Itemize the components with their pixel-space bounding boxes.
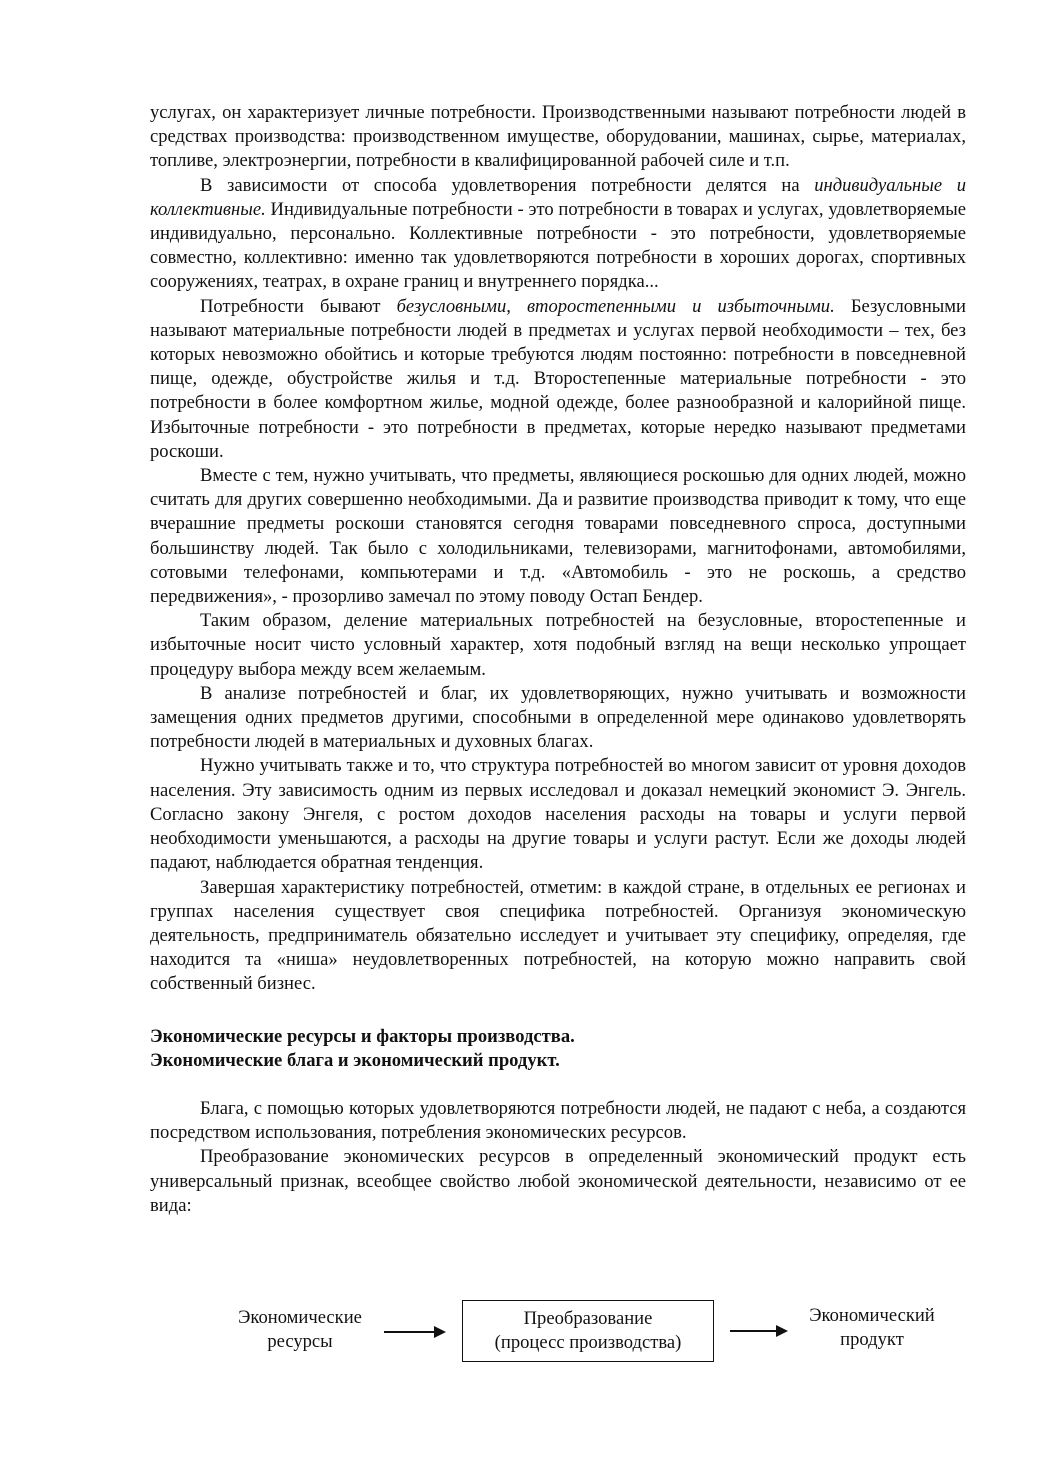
process-diagram: [150, 1296, 966, 1376]
paragraph: Вместе с тем, нужно учитывать, что предметы, являющиеся роскошью для одних людей, можно считать для других совершенно необходимыми. Да и развитие производства приводит к тому, что еще вчерашние предметы роскоши становятся сегодня товарами повседневного спроса, доступными большинству людей. Так было с холодильниками, телевизорами, магнитофонами, автомобилями, сотовыми телефонами, компьютерами и т.д. «Автомобиль - это не роскошь, а средство передвижения», - прозорливо замечал по этому поводу Остап Бендер.: [150, 465, 966, 608]
diagram-input-line-2: ресурсы: [267, 1331, 333, 1353]
text-run: Индивидуальные потребности - это потребности в товарах и услугах, удовлетворяемые индивидуально, персонально. Коллективные потребности - это потребности, удовлетворяемые совместно, коллективно: именно так удовлетворяются потребности в хороших дорогах, спортивных сооружениях, театрах, в охране границ и внутреннего порядка...: [150, 198, 966, 293]
diagram-output-label: [788, 1304, 956, 1352]
diagram-process-box: [462, 1300, 714, 1362]
diagram-output-line-2: продукт: [840, 1329, 904, 1351]
paragraph: услугах, он характеризует личные потребности. Производственными называют потребности людей в средствах производства: производственном имуществе, оборудовании, машинах, сырье, материалах, топливе, электроэнергии, потребности в квалифицированной рабочей силе и т.п.: [150, 102, 966, 172]
paragraph: Блага, с помощью которых удовлетворяются потребности людей, не падают с неба, а создаются посредством использования, потребления экономических ресурсов.: [150, 1097, 966, 1144]
paragraph: [150, 174, 966, 295]
italic-term: безусловными, второстепенными и избыточными.: [396, 295, 835, 317]
right-arrow-icon: [384, 1331, 444, 1333]
diagram-input-line-1: Экономические: [238, 1307, 362, 1328]
text-run: Потребности бывают: [200, 295, 397, 317]
section-heading: [150, 1025, 966, 1073]
paragraph: Преобразование экономических ресурсов в определенный экономический продукт есть универсальный признак, всеобщее свойство любой экономической деятельности, независимо от ее вида:: [150, 1146, 966, 1216]
paragraph: [150, 295, 966, 464]
diagram-process-line-1: Преобразование: [523, 1308, 653, 1329]
right-arrow-icon: [730, 1330, 786, 1332]
paragraph: В анализе потребностей и благ, их удовлетворяющих, нужно учитывать и возможности замещения одних предметов другими, способными в определенной мере одинаково удовлетворять потребности людей в материальных и духовных благах.: [150, 682, 966, 753]
diagram-input-label: [220, 1306, 380, 1354]
paragraph: Завершая характеристику потребностей, отметим: в каждой стране, в отдельных ее регионах и группах населения существует своя специфика потребностей. Организуя экономическую деятельность, предприниматель обязательно исследует и учитывает эту специфику, определяя, где находится та «ниша» неудовлетворенных потребностей, на которую можно направить свой собственный бизнес.: [150, 876, 966, 995]
diagram-process-line-2: (процесс производства): [494, 1332, 682, 1354]
italic-term: индивидуальные и коллективные.: [150, 174, 967, 220]
heading-line-1: Экономические ресурсы и факторы производства.: [150, 1025, 575, 1047]
text-run: Безусловными называют материальные потребности людей в предметах и услугах первой необходимости – тех, без которых невозможно обойтись и которые требуются людям постоянно: потребности в повседневной пище, одежде, обустройстве жилья и т.д. Второстепенные материальные потребности - это потребности в более комфортном жилье, модной одежде, более разнообразной и калорийной пище. Избыточные потребности - это потребности в предметах, которые нередко называют предметами роскоши.: [150, 295, 966, 462]
paragraph: Таким образом, деление материальных потребностей на безусловные, второстепенные и избыточные носит чисто условный характер, хотя подобный взгляд на вещи несколько упрощает процедуру выбора между всем желаемым.: [150, 610, 966, 680]
document-body: [150, 101, 966, 1218]
paragraph: Нужно учитывать также и то, что структура потребностей во многом зависит от уровня доходов населения. Эту зависимость одним из первых исследовал и доказал немецкий экономист Э. Энгель. Согласно закону Энгеля, с ростом доходов населения расходы на товары и услуги первой необходимости уменьшаются, а расходы на другие товары и услуги растут. Если же доходы людей падают, наблюдается обратная тенденция.: [150, 755, 966, 874]
heading-line-2: Экономические блага и экономический продукт.: [150, 1049, 560, 1071]
text-run: В зависимости от способа удовлетворения потребности делятся на: [200, 174, 815, 196]
diagram-output-line-1: Экономический: [809, 1305, 935, 1326]
